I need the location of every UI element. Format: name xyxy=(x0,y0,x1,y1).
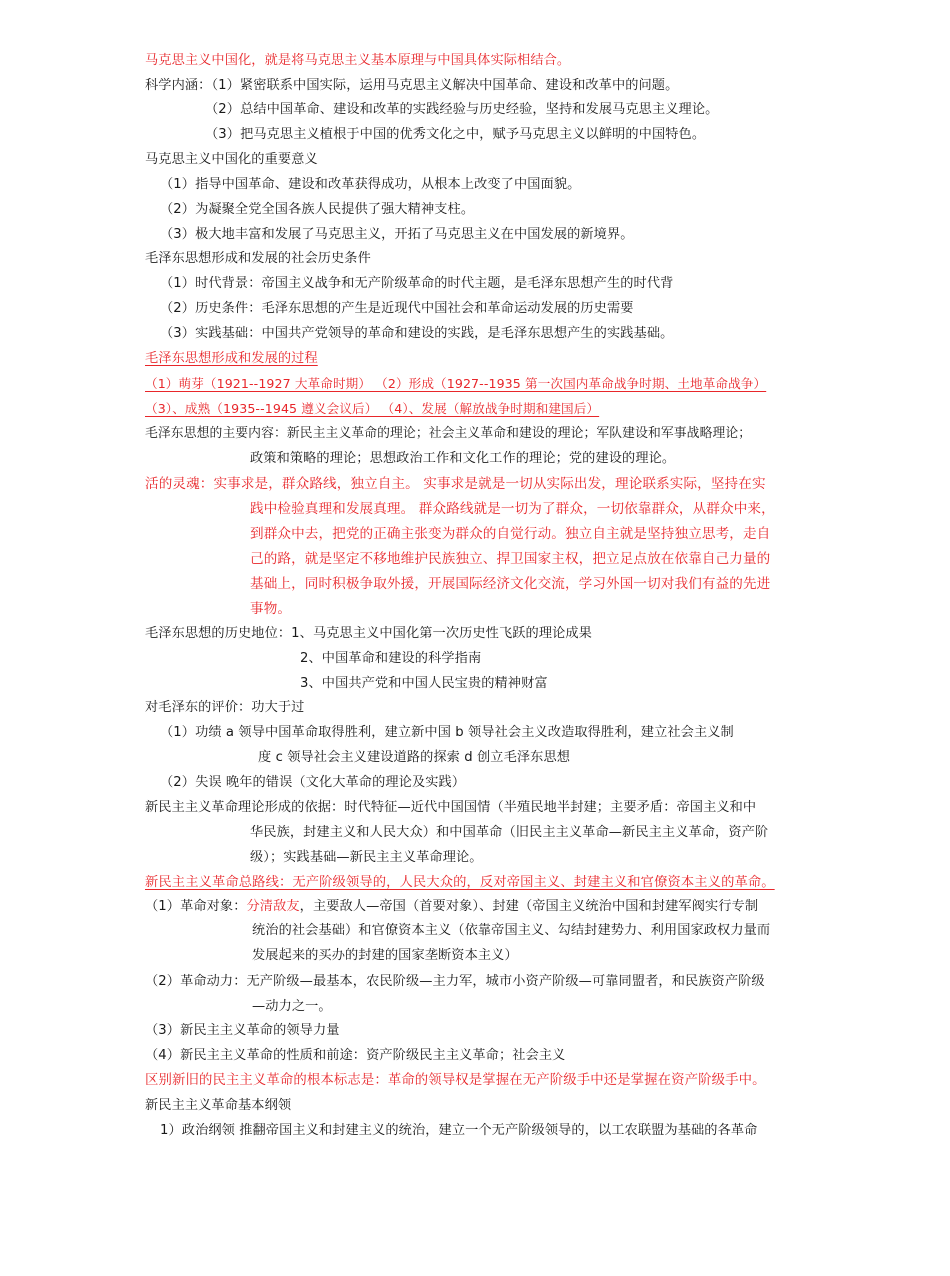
text-segment: ，主要敌人—帝国（首要对象）、封建（帝国主义统治中国和封建军阀实行专制 xyxy=(299,899,759,914)
text-line: （4）新民主主义革命的性质和前途：资产阶级民主主义革命；社会主义 xyxy=(145,1048,566,1063)
text-line: 1）政治纲领 推翻帝国主义和封建主义的统治，建立一个无产阶级领导的，以工农联盟为基础的各革命 xyxy=(160,1123,758,1138)
text-line: （2）历史条件：毛泽东思想的产生是近现代中国社会和革命运动发展的历史需要 xyxy=(160,301,634,316)
highlight-line: 己的路，就是坚定不移地维护民族独立、捍卫国家主权，把立足点放在依靠自己力量的 xyxy=(250,551,771,567)
text-line: 毛泽东思想的历史地位：1、马克思主义中国化第一次历史性飞跃的理论成果 xyxy=(145,626,592,641)
section-heading: 毛泽东思想形成和发展的社会历史条件 xyxy=(145,251,371,266)
text-line: （1）指导中国革命、建设和改革获得成功，从根本上改变了中国面貌。 xyxy=(160,177,581,192)
section-heading: 对毛泽东的评价：功大于过 xyxy=(145,700,305,715)
text-line: —动力之一。 xyxy=(252,999,332,1014)
highlight-line: 到群众中去，把党的正确主张变为群众的自觉行动。独立自主就是坚持独立思考，走自 xyxy=(250,526,771,542)
stages-line: （3）、成熟（1935--1945 遵义会议后） （4）、发展（解放战争时期和建国后） xyxy=(145,401,600,416)
highlight-line: 事物。 xyxy=(250,601,292,617)
text-segment: （1）革命对象： xyxy=(145,899,247,914)
text-line: 华民族，封建主义和人民大众）和中国革命（旧民主主义革命—新民主主义革命，资产阶 xyxy=(250,825,769,840)
stages-line: （1）萌芽（1921--1927 大革命时期） （2）形成（1927--1935 第一次国内革命战争时期、土地革命战争） xyxy=(145,376,767,391)
highlight-segment: 分清敌友 xyxy=(246,899,300,914)
text-line: 统治的社会基础）和官僚资本主义（依靠帝国主义、勾结封建势力、利用国家政权力量而 xyxy=(252,923,771,938)
text-line: 毛泽东思想的主要内容：新民主主义革命的理论；社会主义革命和建设的理论；军队建设和军事战略理论； xyxy=(145,426,752,441)
highlight-line: 践中检验真理和发展真理。 群众路线就是一切为了群众，一切依靠群众，从群众中来， xyxy=(250,501,775,517)
general-line-red: 新民主主义革命总路线：无产阶级领导的，人民大众的，反对帝国主义、封建主义和官僚资本主义的革命。 xyxy=(145,875,775,890)
text-line: （1）功绩 a 领导中国革命取得胜利，建立新中国 b 领导社会主义改造取得胜利，建立社会主义制 xyxy=(160,725,734,740)
text-line: （2）总结中国革命、建设和改革的实践经验与历史经验，坚持和发展马克思主义理论。 xyxy=(205,102,719,117)
text-line: 度 c 领导社会主义建设道路的探索 d 创立毛泽东思想 xyxy=(258,750,571,765)
text-line: 3、中国共产党和中国人民宝贵的精神财富 xyxy=(300,676,548,691)
text-line: （3）把马克思主义植根于中国的优秀文化之中，赋予马克思主义以鲜明的中国特色。 xyxy=(205,127,706,142)
text-line: （2）革命动力：无产阶级—最基本，农民阶级—主力军，城市小资产阶级—可靠同盟者，和民族资产阶级 xyxy=(145,974,765,989)
text-line xyxy=(145,898,758,916)
section-heading: 新民主主义革命基本纲领 xyxy=(145,1098,292,1113)
text-line: 发展起来的买办的封建的国家垄断资本主义） xyxy=(252,948,518,963)
text-line: （3）实践基础：中国共产党领导的革命和建设的实践，是毛泽东思想产生的实践基础。 xyxy=(160,326,674,341)
text-line: 新民主主义革命理论形成的依据：时代特征—近代中国国情（半殖民地半封建；主要矛盾：帝国主义和中 xyxy=(145,800,757,815)
text-line: （2）失误 晚年的错误（文化大革命的理论及实践） xyxy=(160,775,466,790)
highlight-line: 基础上，同时积极争取外援，开展国际经济文化交流，学习外国一切对我们有益的先进 xyxy=(250,576,771,592)
highlight-line: 活的灵魂：实事求是，群众路线，独立自主。 实事求是就是一切从实际出发，理论联系实际，坚持在实 xyxy=(145,476,766,492)
text-line: （2）为凝聚全党全国各族人民提供了强大精神支柱。 xyxy=(160,202,475,217)
highlight-line: 区别新旧的民主主义革命的根本标志是：革命的领导权是掌握在无产阶级手中还是掌握在资产阶级手中。 xyxy=(145,1073,766,1088)
text-line: 政策和策略的理论；思想政治工作和文化工作的理论；党的建设的理论。 xyxy=(250,451,676,466)
text-line: 2、中国革命和建设的科学指南 xyxy=(300,651,482,666)
section-heading: 马克思主义中国化的重要意义 xyxy=(145,152,318,167)
text-line: 科学内涵：（1）紧密联系中国实际，运用马克思主义解决中国革命、建设和改革中的问题。 xyxy=(145,78,679,93)
text-line: （3）新民主主义革命的领导力量 xyxy=(145,1023,340,1038)
section-heading-red: 毛泽东思想形成和发展的过程 xyxy=(145,351,318,366)
definition-line: 马克思主义中国化，就是将马克思主义基本原理与中国具体实际相结合。 xyxy=(145,53,571,68)
text-line: 级）；实践基础—新民主主义革命理论。 xyxy=(250,850,483,865)
text-line: （1）时代背景：帝国主义战争和无产阶级革命的时代主题，是毛泽东思想产生的时代背 xyxy=(160,276,674,291)
text-line: （3）极大地丰富和发展了马克思主义，开拓了马克思主义在中国发展的新境界。 xyxy=(160,227,634,242)
